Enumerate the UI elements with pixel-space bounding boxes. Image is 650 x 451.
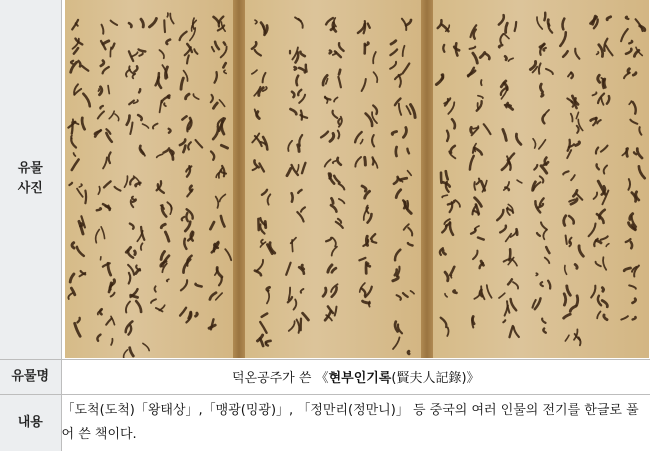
handwritten-glyph: [470, 124, 490, 135]
handwritten-glyph: [534, 158, 548, 174]
handwritten-glyph: [626, 41, 642, 56]
handwritten-glyph: [530, 62, 552, 75]
handwritten-glyph: [630, 120, 641, 135]
handwritten-glyph: [79, 216, 85, 234]
handwritten-glyph: [98, 181, 120, 194]
handwritten-glyph: [290, 109, 307, 120]
handwritten-glyph: [442, 195, 460, 212]
handwritten-glyph: [469, 144, 481, 170]
handwritten-glyph: [326, 18, 336, 32]
handwritten-glyph: [215, 194, 225, 207]
handwritten-glyph: [214, 63, 226, 82]
handwritten-glyph: [187, 186, 192, 197]
name-header: 유물명: [0, 359, 61, 394]
handwritten-glyph: [211, 42, 226, 58]
handwritten-glyph: [593, 181, 608, 204]
handwritten-glyph: [441, 171, 450, 192]
handwritten-glyph: [72, 39, 82, 54]
handwritten-glyph: [254, 260, 262, 275]
handwritten-glyph: [624, 266, 639, 277]
handwritten-glyph: [445, 267, 454, 281]
handwritten-glyph: [469, 47, 489, 63]
handwritten-glyph: [563, 216, 573, 226]
handwritten-glyph: [500, 81, 507, 99]
handwritten-glyph: [567, 96, 578, 108]
photo-cell: [61, 0, 650, 359]
handwritten-glyph: [597, 312, 607, 320]
handwritten-glyph: [251, 70, 265, 82]
handwritten-glyph: [179, 140, 201, 153]
handwritten-glyph: [629, 101, 636, 114]
handwritten-glyph: [394, 99, 414, 118]
handwritten-glyph: [474, 285, 491, 299]
handwritten-glyph: [395, 243, 412, 260]
handwritten-glyph: [567, 140, 579, 158]
handwritten-glyph: [287, 288, 303, 310]
handwritten-glyph: [597, 75, 604, 88]
handwritten-glyph: [186, 166, 191, 177]
handwritten-glyph: [329, 174, 344, 190]
handwritten-glyph: [260, 240, 274, 254]
handwritten-glyph: [508, 279, 518, 288]
handwritten-glyph: [621, 17, 645, 42]
handwritten-glyph: [254, 109, 259, 118]
handwritten-glyph: [258, 218, 265, 234]
handwritten-glyph: [216, 166, 226, 178]
handwritten-glyph: [252, 134, 267, 150]
handwritten-glyph: [396, 291, 414, 300]
handwritten-glyph: [401, 19, 410, 30]
handwritten-glyph: [211, 242, 231, 261]
manuscript-photo: [65, 0, 649, 358]
handwritten-glyph: [329, 43, 343, 57]
handwritten-glyph: [184, 44, 197, 64]
handwritten-glyph: [97, 309, 114, 325]
handwritten-glyph: [621, 316, 635, 319]
handwritten-glyph: [210, 216, 224, 229]
handwritten-glyph: [179, 18, 196, 40]
handwritten-glyph: [288, 313, 308, 333]
handwritten-glyph: [595, 146, 607, 154]
handwritten-glyph: [568, 72, 573, 78]
handwritten-glyph: [628, 166, 644, 190]
handwritten-glyph: [70, 61, 88, 73]
handwritten-glyph: [497, 204, 513, 220]
handwritten-glyph: [210, 95, 224, 109]
handwritten-glyph: [503, 320, 519, 337]
handwritten-glyph: [447, 119, 455, 141]
handwritten-glyph: [332, 111, 341, 127]
handwritten-glyph: [355, 132, 374, 147]
handwritten-glyph: [560, 19, 566, 46]
artifact-name-suffix: (賢夫人記錄)》: [391, 371, 480, 386]
handwritten-glyph: [570, 112, 582, 133]
handwritten-glyph: [209, 319, 215, 329]
handwritten-glyph: [540, 44, 546, 55]
handwritten-glyph: [363, 234, 376, 246]
manuscript-ink: [65, 0, 649, 358]
handwritten-glyph: [126, 115, 148, 134]
handwritten-glyph: [214, 268, 221, 286]
handwritten-glyph: [390, 41, 404, 56]
handwritten-glyph: [286, 263, 304, 275]
handwritten-glyph: [101, 41, 114, 57]
photo-header-line2: 사진: [17, 181, 43, 197]
handwritten-glyph: [291, 190, 301, 202]
handwritten-glyph: [444, 98, 454, 114]
handwritten-glyph: [129, 89, 140, 104]
handwritten-glyph: [130, 197, 135, 208]
handwritten-glyph: [149, 13, 173, 32]
handwritten-glyph: [71, 243, 83, 256]
artifact-name: [61, 359, 650, 394]
handwritten-glyph: [533, 139, 546, 149]
handwritten-glyph: [290, 238, 295, 252]
handwritten-glyph: [70, 271, 85, 282]
artifact-name-bold: 현부인기록: [328, 371, 392, 386]
handwritten-glyph: [532, 176, 543, 190]
handwritten-glyph: [624, 69, 636, 78]
handwritten-glyph: [126, 243, 142, 257]
handwritten-glyph: [536, 13, 551, 33]
handwritten-glyph: [251, 42, 260, 55]
handwritten-glyph: [569, 190, 582, 204]
handwritten-glyph: [563, 49, 579, 59]
handwritten-glyph: [181, 71, 188, 90]
handwritten-glyph: [100, 61, 108, 74]
handwritten-glyph: [94, 129, 111, 142]
handwritten-glyph: [101, 21, 117, 34]
handwritten-glyph: [629, 285, 636, 303]
handwritten-glyph: [392, 128, 406, 138]
handwritten-glyph: [628, 214, 636, 230]
handwritten-glyph: [257, 335, 270, 346]
handwritten-glyph: [449, 146, 455, 159]
handwritten-glyph: [335, 219, 342, 228]
handwritten-glyph: [500, 226, 517, 242]
handwritten-glyph: [565, 236, 583, 257]
handwritten-glyph: [74, 318, 79, 336]
handwritten-glyph: [563, 171, 575, 180]
handwritten-glyph: [159, 96, 169, 113]
handwritten-glyph: [403, 224, 412, 235]
handwritten-glyph: [213, 118, 225, 139]
handwritten-glyph: [297, 207, 305, 221]
handwritten-glyph: [503, 249, 516, 265]
handwritten-glyph: [359, 258, 369, 273]
handwritten-glyph: [161, 224, 169, 241]
handwritten-glyph: [287, 163, 305, 176]
handwritten-glyph: [590, 16, 610, 28]
handwritten-glyph: [472, 317, 474, 328]
handwritten-glyph: [542, 110, 548, 123]
handwritten-glyph: [156, 148, 173, 159]
handwritten-glyph: [180, 308, 197, 323]
handwritten-glyph: [125, 289, 140, 312]
handwritten-glyph: [252, 161, 263, 172]
handwritten-glyph: [160, 202, 171, 216]
handwritten-glyph: [443, 43, 459, 55]
handwritten-glyph: [213, 17, 225, 32]
handwritten-glyph: [331, 198, 344, 211]
handwritten-glyph: [592, 92, 609, 105]
handwritten-glyph: [502, 130, 520, 145]
handwritten-glyph: [123, 343, 149, 358]
handwritten-glyph: [504, 103, 512, 109]
artifact-description: 「도척(도척)「왕태상」,「맹광(밍광)」, 「정만리(정만니)」 등 중국의 여러 인물의 전기를 한글로 풀어 쓴 책이다.: [61, 394, 650, 451]
handwritten-glyph: [440, 318, 448, 336]
handwritten-glyph: [542, 319, 546, 333]
photo-header-line1: 유물: [17, 161, 43, 177]
handwritten-glyph: [254, 87, 267, 96]
handwritten-glyph: [124, 176, 140, 187]
handwritten-glyph: [563, 306, 575, 318]
handwritten-glyph: [468, 68, 481, 85]
handwritten-glyph: [129, 19, 143, 27]
handwritten-glyph: [74, 84, 90, 106]
handwritten-glyph: [260, 314, 267, 333]
handwritten-glyph: [436, 75, 443, 85]
handwritten-glyph: [591, 286, 607, 307]
handwritten-glyph: [499, 293, 516, 315]
handwritten-glyph: [96, 204, 110, 210]
handwritten-glyph: [395, 322, 402, 334]
handwritten-glyph: [594, 236, 609, 246]
handwritten-glyph: [71, 153, 78, 170]
handwritten-glyph: [472, 198, 481, 215]
handwritten-glyph: [128, 50, 144, 62]
handwritten-glyph: [392, 267, 399, 281]
handwritten-glyph: [98, 86, 109, 95]
photo-header: [0, 0, 61, 359]
handwritten-glyph: [361, 72, 377, 91]
handwritten-glyph: [473, 251, 483, 269]
handwritten-glyph: [499, 34, 509, 47]
handwritten-glyph: [501, 154, 513, 170]
handwritten-glyph: [631, 192, 638, 202]
handwritten-glyph: [292, 90, 305, 103]
handwritten-glyph: [255, 20, 267, 35]
handwritten-glyph: [209, 293, 221, 300]
handwritten-glyph: [97, 335, 112, 345]
handwritten-glyph: [324, 158, 340, 167]
handwritten-glyph: [625, 239, 631, 248]
handwritten-glyph: [470, 25, 476, 39]
handwritten-glyph: [588, 210, 604, 236]
handwritten-glyph: [185, 94, 198, 99]
handwritten-glyph: [152, 124, 170, 133]
handwritten-glyph: [535, 198, 543, 212]
handwritten-glyph: [103, 152, 111, 168]
handwritten-glyph: [155, 65, 167, 88]
content-header: 내용: [0, 394, 61, 451]
handwritten-glyph: [476, 96, 482, 111]
handwritten-glyph: [503, 180, 521, 190]
handwritten-glyph: [439, 248, 445, 255]
handwritten-glyph: [125, 321, 132, 334]
handwritten-glyph: [180, 280, 201, 290]
handwritten-glyph: [590, 118, 600, 126]
handwritten-glyph: [156, 181, 163, 193]
handwritten-glyph: [536, 273, 550, 288]
handwritten-glyph: [266, 287, 269, 303]
handwritten-glyph: [154, 279, 168, 291]
handwritten-glyph: [622, 149, 642, 158]
handwritten-glyph: [95, 227, 104, 243]
handwritten-glyph: [295, 17, 303, 27]
handwritten-glyph: [109, 280, 115, 297]
handwritten-glyph: [321, 131, 339, 142]
handwritten-glyph: [72, 20, 78, 30]
handwritten-glyph: [437, 20, 449, 31]
handwritten-glyph: [261, 190, 269, 205]
handwritten-glyph: [325, 306, 336, 320]
handwritten-glyph: [565, 329, 580, 345]
handwritten-glyph: [564, 265, 576, 275]
handwritten-glyph: [596, 164, 607, 173]
handwritten-glyph: [596, 39, 612, 57]
handwritten-glyph: [442, 219, 453, 235]
handwritten-glyph: [184, 232, 193, 249]
handwritten-glyph: [365, 106, 376, 127]
handwritten-glyph: [395, 147, 408, 156]
handwritten-glyph: [532, 298, 540, 309]
handwritten-glyph: [181, 209, 192, 231]
handwritten-glyph: [128, 265, 140, 284]
handwritten-glyph: [595, 257, 606, 270]
handwritten-glyph: [323, 70, 341, 88]
handwritten-glyph: [160, 252, 168, 273]
handwritten-glyph: [100, 257, 110, 275]
handwritten-glyph: [211, 145, 228, 160]
handwritten-glyph: [474, 179, 486, 192]
handwritten-glyph: [290, 48, 305, 63]
handwritten-glyph: [69, 183, 86, 203]
handwritten-glyph: [129, 224, 144, 242]
handwritten-glyph: [71, 136, 76, 148]
handwritten-glyph: [359, 283, 371, 297]
handwritten-glyph: [362, 301, 369, 307]
handwritten-glyph: [125, 66, 136, 78]
handwritten-glyph: [355, 157, 377, 168]
handwritten-glyph: [324, 97, 337, 103]
handwritten-glyph: [537, 222, 547, 239]
handwritten-glyph: [540, 84, 543, 96]
handwritten-glyph: [326, 238, 337, 256]
handwritten-glyph: [362, 186, 369, 198]
handwritten-glyph: [97, 106, 118, 121]
handwritten-glyph: [139, 146, 144, 156]
handwritten-glyph: [323, 284, 337, 297]
handwritten-glyph: [159, 40, 170, 59]
handwritten-glyph: [358, 21, 370, 33]
handwritten-glyph: [471, 226, 484, 240]
handwritten-glyph: [68, 288, 74, 299]
handwritten-glyph: [68, 118, 84, 134]
artifact-name-prefix: 덕온공주가 쓴 《: [231, 371, 329, 386]
handwritten-glyph: [393, 337, 409, 353]
handwritten-glyph: [544, 247, 549, 263]
handwritten-glyph: [151, 299, 165, 311]
handwritten-glyph: [363, 206, 371, 223]
handwritten-glyph: [294, 65, 306, 85]
handwritten-glyph: [288, 135, 302, 151]
handwritten-glyph: [498, 15, 515, 32]
handwritten-glyph: [364, 43, 375, 64]
handwritten-glyph: [327, 265, 335, 272]
handwritten-glyph: [183, 256, 191, 273]
handwritten-glyph: [182, 116, 191, 131]
handwritten-glyph: [390, 62, 409, 87]
handwritten-glyph: [393, 171, 410, 184]
handwritten-glyph: [505, 56, 513, 61]
handwritten-glyph: [564, 286, 578, 305]
handwritten-glyph: [396, 190, 411, 214]
handwritten-glyph: [444, 291, 455, 297]
